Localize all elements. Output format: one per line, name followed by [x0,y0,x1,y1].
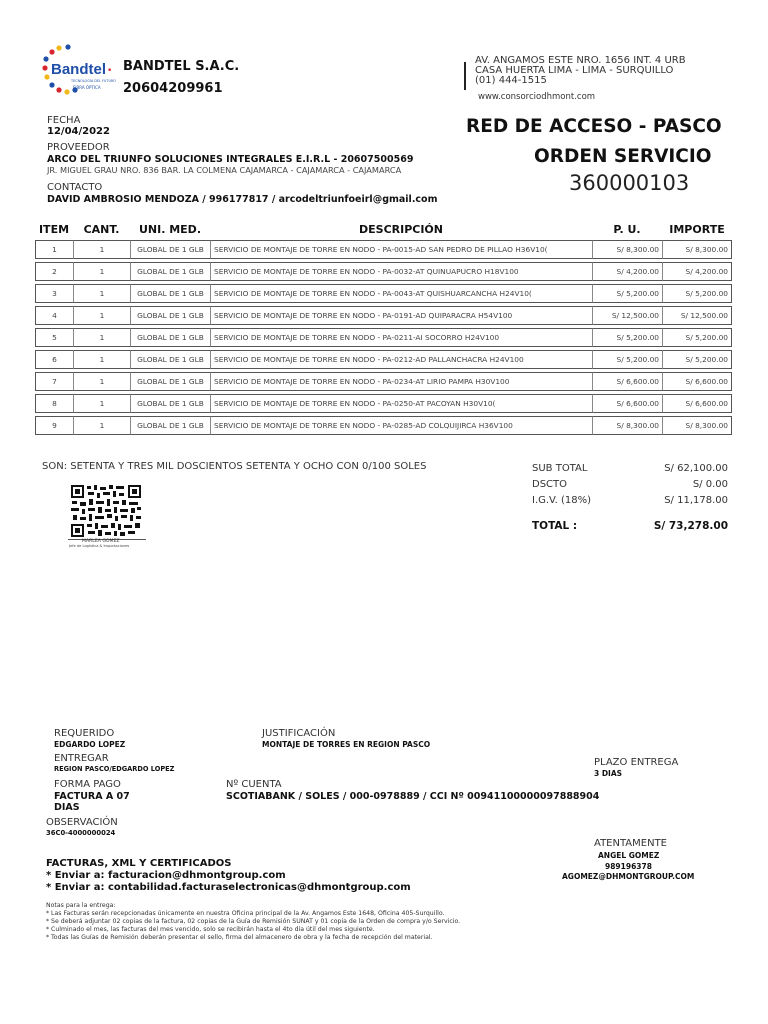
forma-pago-value-1: FACTURA A 07 [54,791,130,802]
requerido-value: EDGARDO LOPEZ [54,740,126,749]
qr-code-icon [70,484,142,538]
note-item: * Las Facturas serán recepcionadas únicamente en nuestra Oficina principal de la Av. Angamos Este 1648, Oficina 405-Surquillo. [46,910,445,917]
table-row [35,262,732,281]
cell-pu: S/ 12,500.00 [592,306,662,325]
cell-item: 2 [35,262,73,281]
column-header-pu: P. U. [613,223,641,236]
cell-importe: S/ 8,300.00 [662,416,732,435]
document-subtitle: ORDEN SERVICIO [534,146,712,167]
forma-pago-value-2: DIAS [54,802,80,813]
table-row [35,328,732,347]
cell-unidad: GLOBAL DE 1 GLB [130,328,210,347]
contacto-label: CONTACTO [47,182,103,193]
facturas-title: FACTURAS, XML Y CERTIFICADOS [46,858,232,869]
company-address [475,56,686,86]
proveedor-value: ARCO DEL TRIUNFO SOLUCIONES INTEGRALES E.I.R.L - 20607500569 [47,154,414,165]
atentamente-phone: 989196378 [605,862,652,871]
cell-importe: S/ 5,200.00 [662,328,732,347]
igv-label: I.G.V. (18%) [532,495,591,506]
cell-importe: S/ 4,200.00 [662,262,732,281]
enviar-facturacion: * Enviar a: facturacion@dhmontgroup.com [46,870,286,881]
cell-descripcion: SERVICIO DE MONTAJE DE TORRE EN NODO - PA-0285-AD COLQUIJIRCA H36V100 [210,416,592,435]
table-row [35,372,732,391]
document-title: RED DE ACCESO - PASCO [466,116,722,137]
cell-pu: S/ 5,200.00 [592,328,662,347]
logo-text: Bandtel [51,61,107,78]
cell-importe: S/ 8,300.00 [662,240,732,259]
company-ruc: 20604209961 [123,81,223,96]
cell-cant: 1 [73,328,130,347]
table-row [35,416,732,435]
cell-unidad: GLOBAL DE 1 GLB [130,284,210,303]
order-number: 360000103 [569,171,690,195]
cell-descripcion: SERVICIO DE MONTAJE DE TORRE EN NODO - PA-0191-AD QUIPARACRA H54V100 [210,306,592,325]
cell-importe: S/ 5,200.00 [662,350,732,369]
table-row [35,350,732,369]
justificacion-value: MONTAJE DE TORRES EN REGION PASCO [262,740,431,749]
observacion-value: 36C0-4000000024 [46,829,116,837]
cell-descripcion: SERVICIO DE MONTAJE DE TORRE EN NODO - PA-0211-AI SOCORRO H24V100 [210,328,592,347]
cell-cant: 1 [73,262,130,281]
column-header-descripcion: DESCRIPCIÓN [359,223,443,236]
cell-item: 3 [35,284,73,303]
address-divider [464,62,466,90]
dscto-label: DSCTO [532,479,568,490]
cell-cant: 1 [73,416,130,435]
items-table [35,220,732,438]
cell-pu: S/ 5,200.00 [592,350,662,369]
forma-pago-label: FORMA PAGO [54,779,121,790]
note-item: * Culminado el mes, las facturas del mes vencido, solo se recibirán hasta el 4to día útil del mes siguiente. [46,926,375,933]
fecha-value: 12/04/2022 [47,126,110,137]
cell-cant: 1 [73,372,130,391]
cuenta-value: SCOTIABANK / SOLES / 000-0978889 / CCI Nº 00941100000097888904 [226,791,600,802]
cell-item: 4 [35,306,73,325]
contacto-value: DAVID AMBROSIO MENDOZA / 996177817 / arcodeltriunfoeirl@gmail.com [47,194,438,205]
cell-item: 1 [35,240,73,259]
cell-item: 8 [35,394,73,413]
company-name: BANDTEL S.A.C. [123,59,240,74]
cell-item: 6 [35,350,73,369]
logo-tagline-2: FIBRA ÓPTICA [73,85,101,90]
cell-cant: 1 [73,306,130,325]
cell-cant: 1 [73,240,130,259]
address-line-2: CASA HUERTA LIMA - LIMA - SURQUILLO [475,65,674,76]
column-header-importe: IMPORTE [669,223,725,236]
cell-descripcion: SERVICIO DE MONTAJE DE TORRE EN NODO - PA-0015-AD SAN PEDRO DE PILLAO H36V10( [210,240,592,259]
cell-unidad: GLOBAL DE 1 GLB [130,372,210,391]
cell-descripcion: SERVICIO DE MONTAJE DE TORRE EN NODO - PA-0212-AD PALLANCHACRA H24V100 [210,350,592,369]
address-line-1: AV. ANGAMOS ESTE NRO. 1656 INT. 4 URB [475,55,686,66]
cell-unidad: GLOBAL DE 1 GLB [130,240,210,259]
signature-name: MARLEA GOMEZ [82,539,120,544]
subtotal-value: S/ 62,100.00 [664,463,728,474]
signature-role: Jefe de Logística & Importaciones [69,544,130,548]
cell-descripcion: SERVICIO DE MONTAJE DE TORRE EN NODO - PA-0043-AT QUISHUARCANCHA H24V10( [210,284,592,303]
justificacion-label: JUSTIFICACIÓN [262,728,336,739]
requerido-label: REQUERIDO [54,728,115,739]
fecha-label: FECHA [47,115,81,126]
enviar-contabilidad: * Enviar a: contabilidad.facturaselectronicas@dhmontgroup.com [46,882,411,893]
note-item: * Todas las Guías de Remisión deberán presentar el sello, firma del almacenero de obra y la fecha de recepción del material. [46,934,433,941]
cell-importe: S/ 12,500.00 [662,306,732,325]
cell-pu: S/ 8,300.00 [592,416,662,435]
subtotal-label: SUB TOTAL [532,463,588,474]
cell-cant: 1 [73,350,130,369]
cuenta-label: Nº CUENTA [226,779,282,790]
company-phone: (01) 444-1515 [475,75,547,86]
proveedor-label: PROVEEDOR [47,142,110,153]
cell-unidad: GLOBAL DE 1 GLB [130,262,210,281]
logo-dot: • [107,66,113,76]
company-logo [42,44,118,98]
delivery-notes [46,902,460,942]
cell-pu: S/ 4,200.00 [592,262,662,281]
note-item: * Se deberá adjuntar 02 copias de la factura, 02 copias de la Guía de Remisión SUNAT y 01 copia de la Orden de compra y/o Servicio. [46,918,461,925]
table-row [35,284,732,303]
amount-in-words: SON: SETENTA Y TRES MIL DOSCIENTOS SETENTA Y OCHO CON 0/100 SOLES [42,461,427,472]
cell-cant: 1 [73,284,130,303]
cell-item: 9 [35,416,73,435]
table-row [35,306,732,325]
igv-value: S/ 11,178.00 [664,495,728,506]
company-website: www.consorciodhmont.com [478,92,596,102]
cell-unidad: GLOBAL DE 1 GLB [130,416,210,435]
table-header-row [35,223,732,237]
cell-descripcion: SERVICIO DE MONTAJE DE TORRE EN NODO - PA-0032-AT QUINUAPUCRO H18V100 [210,262,592,281]
cell-descripcion: SERVICIO DE MONTAJE DE TORRE EN NODO - PA-0234-AT LIRIO PAMPA H30V100 [210,372,592,391]
cell-descripcion: SERVICIO DE MONTAJE DE TORRE EN NODO - PA-0250-AT PACOYAN H30V10( [210,394,592,413]
observacion-label: OBSERVACIÓN [46,817,118,828]
cell-importe: S/ 5,200.00 [662,284,732,303]
plazo-label: PLAZO ENTREGA [594,757,679,768]
atentamente-label: ATENTAMENTE [594,838,667,849]
cell-item: 7 [35,372,73,391]
cell-item: 5 [35,328,73,347]
dscto-value: S/ 0.00 [692,479,728,490]
atentamente-name: ANGEL GOMEZ [598,851,660,860]
cell-unidad: GLOBAL DE 1 GLB [130,306,210,325]
cell-unidad: GLOBAL DE 1 GLB [130,350,210,369]
cell-pu: S/ 5,200.00 [592,284,662,303]
logo-tagline-1: TECNOLOGÍA DEL FUTURO [71,79,116,83]
total-value: S/ 73,278.00 [653,520,728,532]
atentamente-email: AGOMEZ@DHMONTGROUP.COM [562,872,695,881]
total-label: TOTAL : [532,520,578,532]
cell-pu: S/ 6,600.00 [592,394,662,413]
cell-pu: S/ 8,300.00 [592,240,662,259]
proveedor-address: JR. MIGUEL GRAU NRO. 836 BAR. LA COLMENA CAJAMARCA - CAJAMARCA - CAJAMARCA [47,165,402,175]
column-header-unidad: UNI. MED. [138,223,201,236]
entregar-label: ENTREGAR [54,753,109,764]
cell-importe: S/ 6,600.00 [662,372,732,391]
notes-title: Notas para la entrega: [46,902,116,909]
cell-pu: S/ 6,600.00 [592,372,662,391]
table-row [35,394,732,413]
cell-cant: 1 [73,394,130,413]
plazo-value: 3 DIAS [594,769,623,778]
column-header-item: ITEM [38,223,70,236]
cell-importe: S/ 6,600.00 [662,394,732,413]
table-row [35,240,732,259]
column-header-cant: CANT. [83,223,120,236]
cell-unidad: GLOBAL DE 1 GLB [130,394,210,413]
entregar-value: REGION PASCO/EDGARDO LOPEZ [54,765,175,773]
